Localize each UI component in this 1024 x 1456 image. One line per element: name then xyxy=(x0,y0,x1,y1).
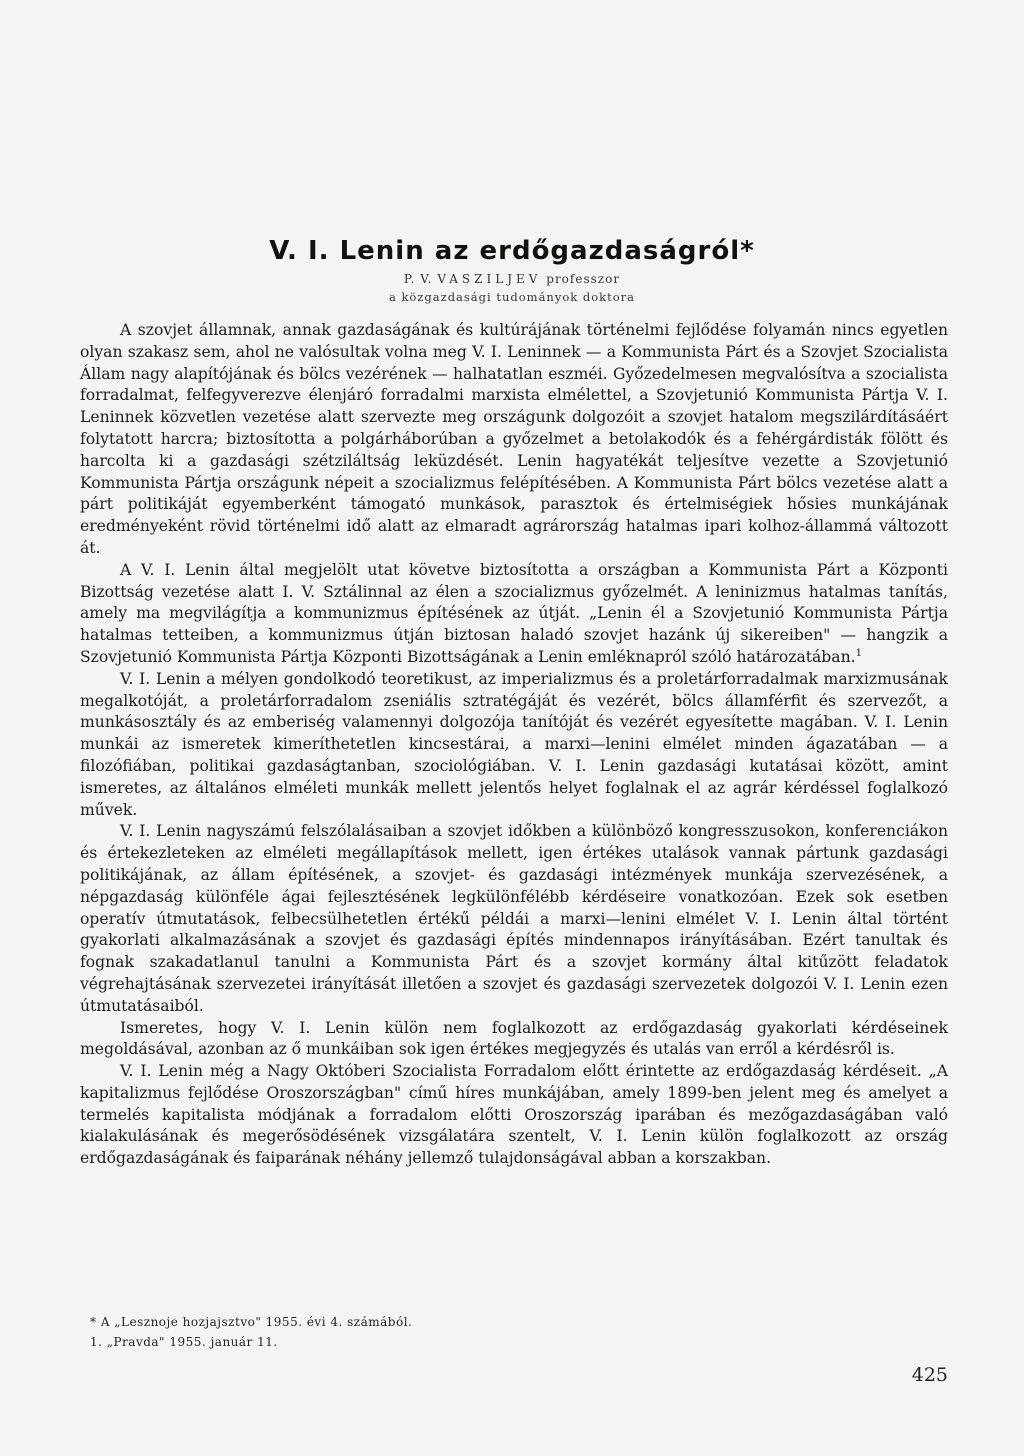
paragraph-5: Ismeretes, hogy V. I. Lenin külön nem foglalkozott az erdőgazdaság gyakorlati kérdéseinek megoldásával, azonban az ő munkáiban sok igen értékes megjegyzés és utalás van erről a kérdésről is. xyxy=(80,1018,948,1059)
paragraph-6: V. I. Lenin még a Nagy Októberi Szocialista Forradalom előtt érintette az erdőgazdaság kérdéseit. „A kapitalizmus fejlődése Oroszországban" című híres munkájában, amely 1899-ben jelent meg és amelyet a termelés kapitalista módjának a forradalom előtti Oroszország iparában és mezőgazdaságában való kialakulásának és megerősödésének vizsgálatára szentelt, V. I. Lenin külön foglalkozott az ország erdőgazdaságának és faiparának néhány jellemző tulajdonságával abban a korszakban. xyxy=(80,1062,948,1168)
author-affiliation: a közgazdasági tudományok doktora xyxy=(388,290,636,304)
paragraph-4: V. I. Lenin nagyszámú felszólalásaiban a szovjet időkben a különböző kongresszusokon, konferenciákon és értekezleteken az elméleti megállapítások mellett, igen értékes utalások vannak pártunk gazdasági politikájának, az állam építésének, a szovjet- és gazdasági intézmények munkája szervezésének, a népgazdaság különféle ágai fejlesztésének legkülönfélébb kérdéseire vonatkozóan. Ezek sok esetben operatív útmutatások, felbecsülhetetlen értékű példái a marxi—lenini elmélet V. I. Lenin által történt gyakorlati alkalmazásának a szovjet és gazdasági építés mindennapos irányításában. Ezért tanultak és fognak szakadatlanul tanulni a Kommunista Párt és a szovjet kormány által kitűzött feladatok végrehajtásának szervezetei irányítását illetően a szovjet és gazdasági szervezetek dolgozói V. I. Lenin ezen útmutatásaiból. xyxy=(80,822,948,1015)
paragraph-3: V. I. Lenin a mélyen gondolkodó teoretikust, az imperializmus és a proletárforradalmak marxizmusának megalkotóját, a proletárforradalom zseniális sztratégáját és vezérét, bölcs államférfit és szervezőt, a munkásosztály és az emberiség valamennyi dolgozója tanítóját és vezérét egyesítette magában. V. I. Lenin munkái az ismeretek kimeríthetetlen kincsestárai, a marxi—lenini elmélet minden ágazatában — a filozófiában, politikai gazdaságtanban, szociológiában. V. I. Lenin gazdasági kutatásai között, amint ismeretes, az általános elméleti munkák mellett jelentős helyet foglalnak el az agrár kérdéssel foglalkozó művek. xyxy=(80,669,948,819)
author-initials: P. V. xyxy=(403,272,433,286)
paragraph-1: A szovjet államnak, annak gazdaságának és kultúrájának történelmi fejlődése folyamán nincs egyetlen olyan szakasz sem, ahol ne valósultak volna meg V. I. Leninnek — a Kommunista Párt és a Szovjet Szocialista Állam nagy alapítójának és bölcs vezérének — halhatatlan eszméi. Győzedelmesen megvalósítva a szocialista forradalmat, felfegyverezve élenjáró forradalmi marxista elmélettel, a Szovjetunió Kommunista Pártja V. I. Leninnek közvetlen vezetése alatt szervezte meg országunk dolgozóit a szovjet hatalom megszilárdításáért folytatott harcra; biztosította a polgárháborúban a győzelmet a betolakodók és a fehérgárdisták fölött és harcolta ki a gazdasági szétziláltság leküzdését. Lenin hagyatékát teljesítve vezette a Szovjetunió Kommunista Pártja országunk népeit a szocializmus felépítésében. A Kommunista Párt bölcs vezetése alatt a párt politikáját egyemberként támogató munkások, parasztok és értelmiségiek hősies munkájának eredményeként rövid történelmi idő alatt az elmaradt agrárország hatalmas ipari kolhoz-állammá változott át. xyxy=(80,321,948,557)
footnote-reference: 1 xyxy=(855,647,862,659)
paragraph-2-text: A V. I. Lenin által megjelölt utat követve biztosította a országban a Kommunista Párt a Központi Bizottság vezetése alatt I. V. Sztálinnal az élen a szocializmus győzelmét. A leninizmus hatalmas tanítás, amely ma megvilágítja a kommunizmus építésének az útját. „Lenin él a Szovjetunió Kommunista Pártja hatalmas tetteiben, a kommunizmus útján biztosan haladó szovjet hazánk új sikereiben" — hangzik a Szovjetunió Kommunista Pártja Központi Bizottságának a Lenin emléknapról szóló határozatában. xyxy=(80,560,948,666)
paragraph-2 xyxy=(80,560,948,669)
author-name: VASZILJEV xyxy=(437,272,542,286)
footnote-source: * A „Lesznoje hozjajsztvo" 1955. évi 4. számából. xyxy=(90,1315,413,1329)
article-body xyxy=(80,320,948,1170)
author-role: professzor xyxy=(546,272,621,286)
footnotes xyxy=(90,1312,890,1352)
article-title: V. I. Lenin az erdőgazdaságról* xyxy=(269,236,755,266)
footnote-1: 1. „Pravda" 1955. január 11. xyxy=(90,1335,278,1349)
author-line xyxy=(0,272,1024,286)
page-number: 425 xyxy=(911,1364,948,1386)
